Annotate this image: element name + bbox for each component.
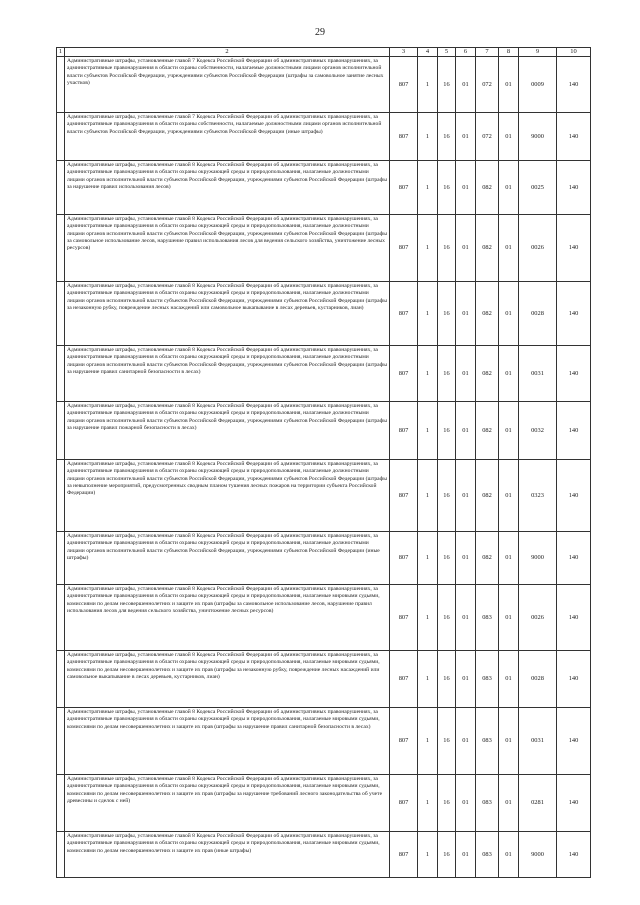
table-row <box>57 282 591 346</box>
program-code-cell: 0026 <box>519 215 557 282</box>
header-cell: 2 <box>65 48 390 57</box>
element-code-cell: 01 <box>499 346 519 402</box>
description-cell: Административные штрафы, установленные главой 8 Кодекса Российской Федерации об административных правонарушениях, за административные правонарушения в области охраны окружающей среды и природопользования, налагаемые мировыми судьями, комиссиями по делам несовершеннолетних и защите их прав (штрафы за незаконную рубку, повреждение лесных насаждений или самовольное выкапывание в лесах деревьев, кустарников, лиан) <box>65 651 390 708</box>
table-row <box>57 708 591 775</box>
program-code-cell: 0031 <box>519 346 557 402</box>
table-row <box>57 57 591 113</box>
admin-code-cell: 807 <box>390 161 418 215</box>
article-code-cell: 01 <box>456 832 476 878</box>
description-cell: Административные штрафы, установленные главой 8 Кодекса Российской Федерации об административных правонарушениях, за административные правонарушения в области охраны окружающей среды и природопользования, налагаемые мировыми судьями, комиссиями по делам несовершеннолетних и защите их прав (штрафы за нарушение требований лесного законодательства об учете древесины и сделок с ней) <box>65 775 390 832</box>
element-code-cell: 01 <box>499 215 519 282</box>
program-code-cell: 0323 <box>519 460 557 532</box>
article-code-cell: 01 <box>456 532 476 585</box>
subgroup-code-cell: 16 <box>438 585 456 651</box>
admin-code-cell: 807 <box>390 215 418 282</box>
element-code-cell: 01 <box>499 651 519 708</box>
table-row <box>57 215 591 282</box>
program-code-cell: 0031 <box>519 708 557 775</box>
group-code-cell: 1 <box>418 460 438 532</box>
admin-code-cell: 807 <box>390 346 418 402</box>
element-code-cell: 01 <box>499 460 519 532</box>
group-code-cell: 1 <box>418 57 438 113</box>
subarticle-code-cell: 082 <box>476 460 499 532</box>
header-cell: 4 <box>418 48 438 57</box>
table-row <box>57 161 591 215</box>
subarticle-code-cell: 082 <box>476 215 499 282</box>
econ-code-cell: 140 <box>557 460 591 532</box>
subgroup-code-cell: 16 <box>438 282 456 346</box>
description-cell: Административные штрафы, установленные главой 8 Кодекса Российской Федерации об административных правонарушениях, за административные правонарушения в области охраны окружающей среды и природопользования, налагаемые должностными лицами органов исполнительной власти субъектов Российской Федерации, учреждениями субъектов Российской Федерации (штрафы за нарушение правил пожарной безопасности в лесах) <box>65 402 390 460</box>
element-code-cell: 01 <box>499 775 519 832</box>
subarticle-code-cell: 082 <box>476 282 499 346</box>
group-code-cell: 1 <box>418 282 438 346</box>
article-code-cell: 01 <box>456 651 476 708</box>
subarticle-code-cell: 072 <box>476 113 499 161</box>
article-code-cell: 01 <box>456 113 476 161</box>
subarticle-code-cell: 072 <box>476 57 499 113</box>
table-row <box>57 346 591 402</box>
group-code-cell: 1 <box>418 215 438 282</box>
group-code-cell: 1 <box>418 775 438 832</box>
article-code-cell: 01 <box>456 585 476 651</box>
page-number: 29 <box>315 27 325 38</box>
econ-code-cell: 140 <box>557 775 591 832</box>
subgroup-code-cell: 16 <box>438 832 456 878</box>
group-code-cell: 1 <box>418 402 438 460</box>
table-row <box>57 775 591 832</box>
subarticle-code-cell: 083 <box>476 708 499 775</box>
row-number-cell <box>57 651 65 708</box>
article-code-cell: 01 <box>456 282 476 346</box>
description-cell: Административные штрафы, установленные главой 8 Кодекса Российской Федерации об административных правонарушениях, за административные правонарушения в области охраны окружающей среды и природопользования, налагаемые должностными лицами органов исполнительной власти субъектов Российской Федерации, учреждениями субъектов Российской Федерации (штрафы за незаконную рубку, повреждение лесных насаждений или самовольное выкапывание в лесах деревьев, кустарников, лиан) <box>65 282 390 346</box>
header-cell: 10 <box>557 48 591 57</box>
element-code-cell: 01 <box>499 113 519 161</box>
program-code-cell: 0026 <box>519 585 557 651</box>
econ-code-cell: 140 <box>557 57 591 113</box>
subarticle-code-cell: 082 <box>476 532 499 585</box>
econ-code-cell: 140 <box>557 282 591 346</box>
header-cell: 8 <box>499 48 519 57</box>
program-code-cell: 0028 <box>519 282 557 346</box>
description-cell: Административные штрафы, установленные главой 7 Кодекса Российской Федерации об административных правонарушениях, за административные правонарушения в области охраны собственности, налагаемые должностными лицами органов исполнительной власти субъектов Российской Федерации, учреждениями субъектов Российской Федерации (иные штрафы) <box>65 113 390 161</box>
table-row <box>57 532 591 585</box>
header-cell: 7 <box>476 48 499 57</box>
row-number-cell <box>57 832 65 878</box>
description-cell: Административные штрафы, установленные главой 8 Кодекса Российской Федерации об административных правонарушениях, за административные правонарушения в области охраны окружающей среды и природопользования, налагаемые должностными лицами органов исполнительной власти субъектов Российской Федерации, учреждениями субъектов Российской Федерации (штрафы за невыполнение мероприятий, предусмотренных сводным планом тушения лесных пожаров на территории субъекта Российской Федерации) <box>65 460 390 532</box>
element-code-cell: 01 <box>499 282 519 346</box>
group-code-cell: 1 <box>418 651 438 708</box>
admin-code-cell: 807 <box>390 532 418 585</box>
article-code-cell: 01 <box>456 460 476 532</box>
element-code-cell: 01 <box>499 532 519 585</box>
subgroup-code-cell: 16 <box>438 402 456 460</box>
group-code-cell: 1 <box>418 708 438 775</box>
table-row <box>57 113 591 161</box>
element-code-cell: 01 <box>499 585 519 651</box>
element-code-cell: 01 <box>499 708 519 775</box>
admin-code-cell: 807 <box>390 402 418 460</box>
article-code-cell: 01 <box>456 708 476 775</box>
group-code-cell: 1 <box>418 161 438 215</box>
subarticle-code-cell: 083 <box>476 832 499 878</box>
row-number-cell <box>57 161 65 215</box>
subarticle-code-cell: 082 <box>476 161 499 215</box>
econ-code-cell: 140 <box>557 832 591 878</box>
program-code-cell: 0025 <box>519 161 557 215</box>
admin-code-cell: 807 <box>390 57 418 113</box>
table-row <box>57 585 591 651</box>
element-code-cell: 01 <box>499 161 519 215</box>
row-number-cell <box>57 57 65 113</box>
header-cell: 9 <box>519 48 557 57</box>
subarticle-code-cell: 083 <box>476 775 499 832</box>
description-cell: Административные штрафы, установленные главой 8 Кодекса Российской Федерации об административных правонарушениях, за административные правонарушения в области охраны окружающей среды и природопользования, налагаемые мировыми судьями, комиссиями по делам несовершеннолетних и защите их прав (штрафы за нарушение правил санитарной безопасности в лесах) <box>65 708 390 775</box>
admin-code-cell: 807 <box>390 585 418 651</box>
admin-code-cell: 807 <box>390 651 418 708</box>
row-number-cell <box>57 215 65 282</box>
admin-code-cell: 807 <box>390 460 418 532</box>
header-cell: 6 <box>456 48 476 57</box>
econ-code-cell: 140 <box>557 346 591 402</box>
program-code-cell: 9000 <box>519 113 557 161</box>
article-code-cell: 01 <box>456 57 476 113</box>
article-code-cell: 01 <box>456 402 476 460</box>
subarticle-code-cell: 082 <box>476 346 499 402</box>
description-cell: Административные штрафы, установленные главой 8 Кодекса Российской Федерации об административных правонарушениях, за административные правонарушения в области охраны окружающей среды и природопользования, налагаемые должностными лицами органов исполнительной власти субъектов Российской Федерации, учреждениями субъектов Российской Федерации (штрафы за самовольное использование лесов, нарушение правил использования лесов для ведения сельского хозяйства, уничтожение лесных ресурсов) <box>65 215 390 282</box>
subgroup-code-cell: 16 <box>438 460 456 532</box>
group-code-cell: 1 <box>418 346 438 402</box>
article-code-cell: 01 <box>456 346 476 402</box>
admin-code-cell: 807 <box>390 708 418 775</box>
row-number-cell <box>57 775 65 832</box>
admin-code-cell: 807 <box>390 113 418 161</box>
econ-code-cell: 140 <box>557 708 591 775</box>
table-row <box>57 832 591 878</box>
description-cell: Административные штрафы, установленные главой 8 Кодекса Российской Федерации об административных правонарушениях, за административные правонарушения в области охраны окружающей среды и природопользования, налагаемые мировыми судьями, комиссиями по делам несовершеннолетних и защите их прав (штрафы за самовольное использование лесов, нарушение правил использования лесов для ведения сельского хозяйства, уничтожение лесных ресурсов) <box>65 585 390 651</box>
econ-code-cell: 140 <box>557 585 591 651</box>
article-code-cell: 01 <box>456 775 476 832</box>
econ-code-cell: 140 <box>557 402 591 460</box>
article-code-cell: 01 <box>456 161 476 215</box>
program-code-cell: 9000 <box>519 832 557 878</box>
table-row <box>57 651 591 708</box>
admin-code-cell: 807 <box>390 775 418 832</box>
header-cell: 3 <box>390 48 418 57</box>
econ-code-cell: 140 <box>557 651 591 708</box>
econ-code-cell: 140 <box>557 532 591 585</box>
subgroup-code-cell: 16 <box>438 215 456 282</box>
subgroup-code-cell: 16 <box>438 708 456 775</box>
row-number-cell <box>57 346 65 402</box>
row-number-cell <box>57 708 65 775</box>
element-code-cell: 01 <box>499 402 519 460</box>
subarticle-code-cell: 083 <box>476 585 499 651</box>
subarticle-code-cell: 083 <box>476 651 499 708</box>
table-row <box>57 460 591 532</box>
program-code-cell: 9000 <box>519 532 557 585</box>
group-code-cell: 1 <box>418 832 438 878</box>
econ-code-cell: 140 <box>557 215 591 282</box>
description-cell: Административные штрафы, установленные главой 8 Кодекса Российской Федерации об административных правонарушениях, за административные правонарушения в области охраны окружающей среды и природопользования, налагаемые должностными лицами органов исполнительной власти субъектов Российской Федерации, учреждениями субъектов Российской Федерации (иные штрафы) <box>65 532 390 585</box>
program-code-cell: 0009 <box>519 57 557 113</box>
header-cell: 1 <box>57 48 65 57</box>
program-code-cell: 0281 <box>519 775 557 832</box>
element-code-cell: 01 <box>499 832 519 878</box>
description-cell: Административные штрафы, установленные главой 8 Кодекса Российской Федерации об административных правонарушениях, за административные правонарушения в области охраны окружающей среды и природопользования, налагаемые должностными лицами органов исполнительной власти субъектов Российской Федерации, учреждениями субъектов Российской Федерации (штрафы за нарушение правил санитарной безопасности в лесах) <box>65 346 390 402</box>
subgroup-code-cell: 16 <box>438 57 456 113</box>
row-number-cell <box>57 532 65 585</box>
row-number-cell <box>57 402 65 460</box>
econ-code-cell: 140 <box>557 161 591 215</box>
group-code-cell: 1 <box>418 113 438 161</box>
row-number-cell <box>57 113 65 161</box>
subgroup-code-cell: 16 <box>438 346 456 402</box>
article-code-cell: 01 <box>456 215 476 282</box>
program-code-cell: 0032 <box>519 402 557 460</box>
element-code-cell: 01 <box>499 57 519 113</box>
description-cell: Административные штрафы, установленные главой 8 Кодекса Российской Федерации об административных правонарушениях, за административные правонарушения в области охраны окружающей среды и природопользования, налагаемые мировыми судьями, комиссиями по делам несовершеннолетних и защите их прав (иные штрафы) <box>65 832 390 878</box>
subgroup-code-cell: 16 <box>438 651 456 708</box>
row-number-cell <box>57 585 65 651</box>
program-code-cell: 0028 <box>519 651 557 708</box>
table-header-row <box>57 48 591 57</box>
budget-classification-table <box>56 47 591 878</box>
admin-code-cell: 807 <box>390 282 418 346</box>
subgroup-code-cell: 16 <box>438 161 456 215</box>
econ-code-cell: 140 <box>557 113 591 161</box>
row-number-cell <box>57 460 65 532</box>
header-cell: 5 <box>438 48 456 57</box>
row-number-cell <box>57 282 65 346</box>
description-cell: Административные штрафы, установленные главой 7 Кодекса Российской Федерации об административных правонарушениях, за административные правонарушения в области охраны собственности, налагаемые должностными лицами органов исполнительной власти субъектов Российской Федерации, учреждениями субъектов Российской Федерации (штрафы за самовольное занятие лесных участков) <box>65 57 390 113</box>
subgroup-code-cell: 16 <box>438 532 456 585</box>
admin-code-cell: 807 <box>390 832 418 878</box>
group-code-cell: 1 <box>418 585 438 651</box>
subgroup-code-cell: 16 <box>438 775 456 832</box>
subgroup-code-cell: 16 <box>438 113 456 161</box>
subarticle-code-cell: 082 <box>476 402 499 460</box>
description-cell: Административные штрафы, установленные главой 8 Кодекса Российской Федерации об административных правонарушениях, за административные правонарушения в области охраны окружающей среды и природопользования, налагаемые должностными лицами органов исполнительной власти субъектов Российской Федерации, учреждениями субъектов Российской Федерации (штрафы за нарушение правил использования лесов) <box>65 161 390 215</box>
group-code-cell: 1 <box>418 532 438 585</box>
table-row <box>57 402 591 460</box>
